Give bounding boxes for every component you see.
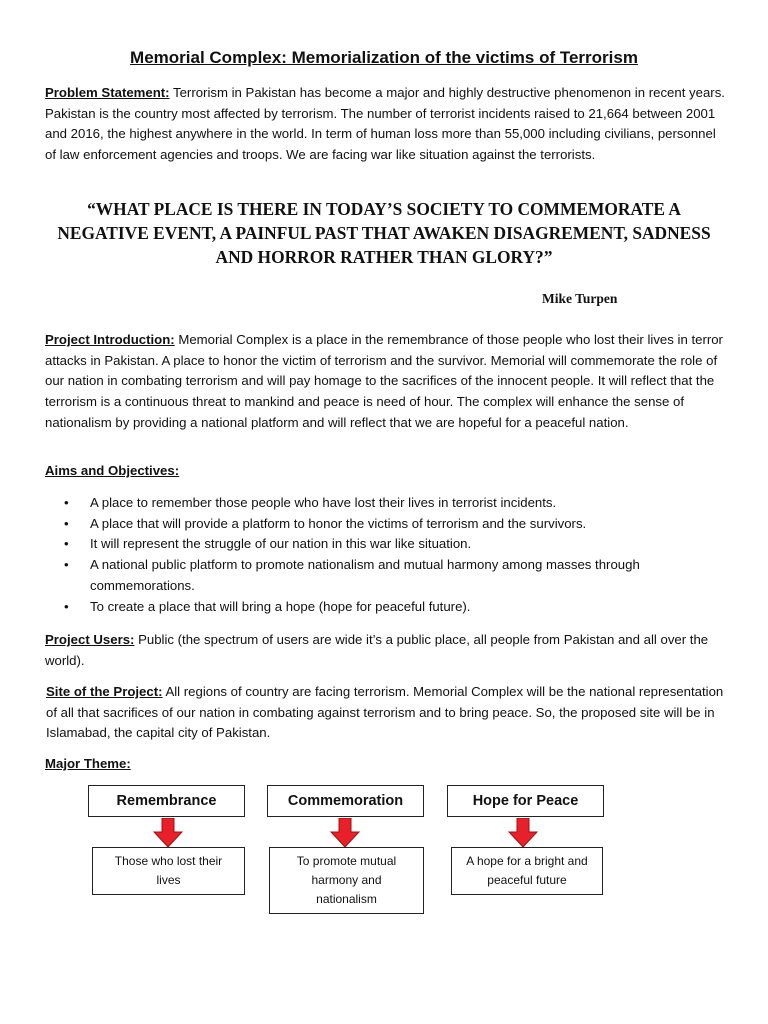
aim-text: A national public platform to promote nationalism and mutual harmony among masses through commemorations. bbox=[90, 557, 640, 593]
bullet-icon: • bbox=[64, 557, 69, 573]
problem-statement-label: Problem Statement: bbox=[45, 85, 170, 100]
list-item bbox=[45, 555, 725, 596]
aim-text: It will represent the struggle of our nation in this war like situation. bbox=[90, 536, 472, 552]
down-arrow-icon bbox=[508, 818, 538, 848]
theme-box-remembrance: Remembrance bbox=[88, 785, 245, 817]
project-introduction-label: Project Introduction: bbox=[45, 332, 175, 347]
project-introduction-text: Memorial Complex is a place in the remembrance of those people who lost their lives in terror attacks in Pakistan. A place to honor the victim of terrorism and the survivor. Memorial will commemorate the role of our nation in combating terrorism and will pay homage to the sacrifices of the innocent people. It will reflect that the terrorism is a continuous threat to mankind and peace is need of hour. The complex will enhance the sense of nationalism by providing a national platform and will reflect that we are hopeful for a peaceful nation. bbox=[45, 332, 723, 430]
project-site bbox=[46, 682, 726, 744]
bullet-icon: • bbox=[64, 515, 69, 531]
bullet-icon: • bbox=[64, 536, 69, 552]
project-users bbox=[45, 630, 725, 671]
bullet-icon: • bbox=[64, 495, 69, 510]
theme-desc-commemoration bbox=[269, 847, 424, 914]
project-site-text: All regions of country are facing terrorism. Memorial Complex will be the national representation of all that sacrifices of our nation in combating against terrorism and to bring peace. So, the proposed site will be in Islamabad, the capital city of Pakistan. bbox=[46, 684, 724, 741]
aim-text: A place to remember those people who have lost their lives in terrorist incidents. bbox=[90, 495, 557, 510]
list-item bbox=[45, 514, 725, 535]
theme-desc-hope-for-peace bbox=[451, 847, 603, 895]
list-item bbox=[45, 597, 725, 618]
document-title: Memorial Complex: Memorialization of the victims of Terrorism bbox=[130, 48, 638, 67]
list-item bbox=[45, 493, 725, 514]
aims-list bbox=[45, 493, 725, 617]
aim-text: A place that will provide a platform to honor the victims of terrorism and the survivors. bbox=[90, 515, 587, 531]
down-arrow-icon bbox=[153, 818, 183, 848]
down-arrow-icon bbox=[330, 818, 360, 848]
project-site-label: Site of the Project: bbox=[46, 684, 163, 699]
aims-heading: Aims and Objectives: bbox=[45, 463, 180, 478]
aim-text: To create a place that will bring a hope (hope for peaceful future). bbox=[90, 598, 471, 614]
quote-text: “WHAT PLACE IS THERE IN TODAY’S SOCIETY TO COMMEMORATE A NEGATIVE EVENT, A PAINFUL PAST THAT AWAKEN DISAGREMENT, SADNESS AND HORROR RATHER THAN GLORY?” bbox=[57, 199, 711, 267]
theme-desc-text: To promote mutual harmony and nationalism bbox=[296, 854, 397, 906]
theme-desc-text: Those who lost their lives bbox=[114, 854, 223, 887]
theme-desc-text: A hope for a bright and peaceful future bbox=[466, 854, 588, 887]
list-item bbox=[45, 534, 725, 555]
project-users-text: Public (the spectrum of users are wide it’s a public place, all people from Pakistan and all over the world). bbox=[45, 632, 709, 668]
quote-author: Mike Turpen bbox=[542, 291, 618, 306]
project-introduction bbox=[45, 330, 725, 434]
problem-statement-text: Terrorism in Pakistan has become a major and highly destructive phenomenon in recent years. Pakistan is the country most affected by terrorism. The number of terrorist incidents raised to 21,664 between 2001 and 2016, the highest anywhere in the world. In term of human loss more than 55,000 including civilians, personnel of law enforcement agencies and troops. We are facing war like situation against the terrorists. bbox=[45, 85, 725, 163]
major-theme-heading: Major Theme: bbox=[45, 756, 131, 771]
theme-desc-remembrance bbox=[92, 847, 245, 895]
project-users-label: Project Users: bbox=[45, 632, 135, 647]
bullet-icon: • bbox=[64, 598, 69, 614]
theme-box-commemoration: Commemoration bbox=[267, 785, 424, 817]
theme-box-hope-for-peace: Hope for Peace bbox=[447, 785, 604, 817]
problem-statement bbox=[45, 83, 725, 166]
